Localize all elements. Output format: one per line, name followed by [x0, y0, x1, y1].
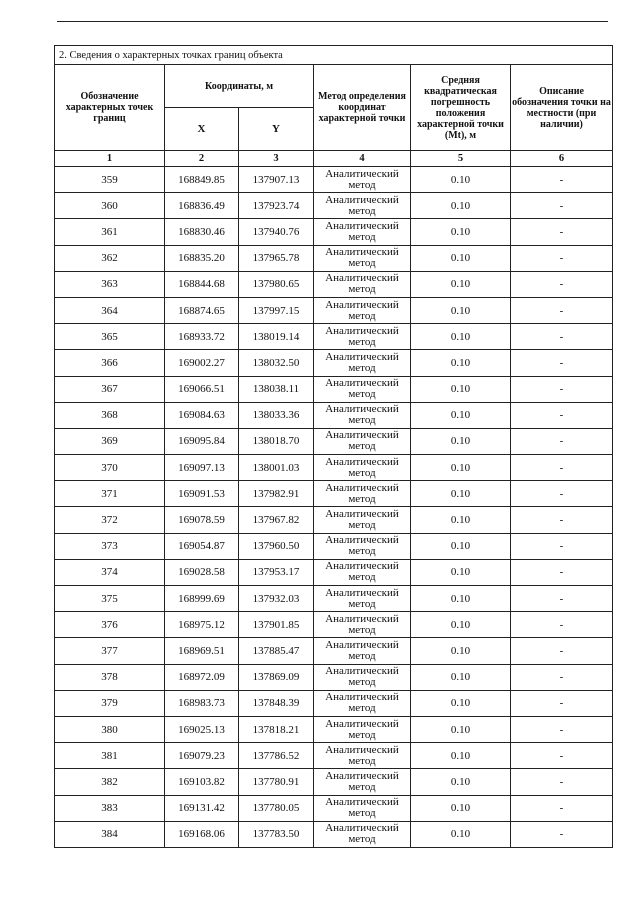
- method-cell: Аналитический метод: [314, 507, 411, 533]
- table-row: [55, 716, 613, 742]
- table-row: [55, 821, 613, 847]
- method-cell: Аналитический метод: [314, 324, 411, 350]
- table-row: [55, 219, 613, 245]
- y-coordinate-cell: 137980.65: [239, 271, 314, 297]
- x-coordinate-cell: 169025.13: [165, 716, 239, 742]
- x-coordinate-cell: 169168.06: [165, 821, 239, 847]
- top-rule: [57, 21, 608, 22]
- description-cell: -: [511, 638, 613, 664]
- description-cell: -: [511, 821, 613, 847]
- y-coordinate-cell: 138018.70: [239, 428, 314, 454]
- table-row: [55, 743, 613, 769]
- y-coordinate-cell: 137940.76: [239, 219, 314, 245]
- mean-error-cell: 0.10: [411, 769, 511, 795]
- y-coordinate-cell: 137965.78: [239, 245, 314, 271]
- x-coordinate-cell: 169079.23: [165, 743, 239, 769]
- description-cell: -: [511, 167, 613, 193]
- mean-error-cell: 0.10: [411, 507, 511, 533]
- description-cell: -: [511, 245, 613, 271]
- x-coordinate-cell: 169054.87: [165, 533, 239, 559]
- x-coordinate-cell: 168933.72: [165, 324, 239, 350]
- point-id-cell: 363: [55, 271, 165, 297]
- description-cell: -: [511, 743, 613, 769]
- table-row: [55, 586, 613, 612]
- y-coordinate-cell: 137901.85: [239, 612, 314, 638]
- y-coordinate-cell: 137967.82: [239, 507, 314, 533]
- table-row: [55, 690, 613, 716]
- y-coordinate-cell: 137932.03: [239, 586, 314, 612]
- method-cell: Аналитический метод: [314, 481, 411, 507]
- point-id-cell: 384: [55, 821, 165, 847]
- column-number: 6: [511, 151, 613, 167]
- y-coordinate-cell: 137953.17: [239, 559, 314, 585]
- description-cell: -: [511, 402, 613, 428]
- y-coordinate-cell: 137818.21: [239, 716, 314, 742]
- y-coordinate-cell: 137997.15: [239, 297, 314, 323]
- x-coordinate-cell: 168969.51: [165, 638, 239, 664]
- method-cell: Аналитический метод: [314, 219, 411, 245]
- point-id-cell: 381: [55, 743, 165, 769]
- x-coordinate-cell: 168836.49: [165, 193, 239, 219]
- method-cell: Аналитический метод: [314, 795, 411, 821]
- y-coordinate-cell: 137907.13: [239, 167, 314, 193]
- boundary-points-table: [54, 45, 613, 848]
- x-coordinate-cell: 169078.59: [165, 507, 239, 533]
- table-row: [55, 481, 613, 507]
- method-cell: Аналитический метод: [314, 821, 411, 847]
- table-row: [55, 297, 613, 323]
- table-row: [55, 193, 613, 219]
- x-coordinate-cell: 168975.12: [165, 612, 239, 638]
- header-y: Y: [239, 108, 314, 151]
- table-row: [55, 533, 613, 559]
- table-row: [55, 507, 613, 533]
- point-id-cell: 372: [55, 507, 165, 533]
- header-point-designation: Обозначение характерных точек границ: [55, 65, 165, 151]
- description-cell: -: [511, 428, 613, 454]
- x-coordinate-cell: 168849.85: [165, 167, 239, 193]
- table-row: [55, 271, 613, 297]
- description-cell: -: [511, 690, 613, 716]
- method-cell: Аналитический метод: [314, 664, 411, 690]
- table-row: [55, 455, 613, 481]
- description-cell: -: [511, 193, 613, 219]
- mean-error-cell: 0.10: [411, 664, 511, 690]
- mean-error-cell: 0.10: [411, 690, 511, 716]
- header-method: Метод определения координат характерной точки: [314, 65, 411, 151]
- table-row: [55, 664, 613, 690]
- header-x: X: [165, 108, 239, 151]
- description-cell: -: [511, 455, 613, 481]
- x-coordinate-cell: 169131.42: [165, 795, 239, 821]
- point-id-cell: 383: [55, 795, 165, 821]
- method-cell: Аналитический метод: [314, 533, 411, 559]
- mean-error-cell: 0.10: [411, 271, 511, 297]
- x-coordinate-cell: 168999.69: [165, 586, 239, 612]
- method-cell: Аналитический метод: [314, 193, 411, 219]
- description-cell: -: [511, 559, 613, 585]
- point-id-cell: 377: [55, 638, 165, 664]
- column-number: 2: [165, 151, 239, 167]
- y-coordinate-cell: 138001.03: [239, 455, 314, 481]
- point-id-cell: 369: [55, 428, 165, 454]
- mean-error-cell: 0.10: [411, 324, 511, 350]
- mean-error-cell: 0.10: [411, 245, 511, 271]
- description-cell: -: [511, 376, 613, 402]
- method-cell: Аналитический метод: [314, 559, 411, 585]
- point-id-cell: 379: [55, 690, 165, 716]
- method-cell: Аналитический метод: [314, 167, 411, 193]
- method-cell: Аналитический метод: [314, 638, 411, 664]
- mean-error-cell: 0.10: [411, 612, 511, 638]
- point-id-cell: 373: [55, 533, 165, 559]
- column-number: 5: [411, 151, 511, 167]
- method-cell: Аналитический метод: [314, 350, 411, 376]
- x-coordinate-cell: 168972.09: [165, 664, 239, 690]
- x-coordinate-cell: 169028.58: [165, 559, 239, 585]
- y-coordinate-cell: 138033.36: [239, 402, 314, 428]
- mean-error-cell: 0.10: [411, 455, 511, 481]
- y-coordinate-cell: 137923.74: [239, 193, 314, 219]
- method-cell: Аналитический метод: [314, 455, 411, 481]
- description-cell: -: [511, 612, 613, 638]
- point-id-cell: 366: [55, 350, 165, 376]
- description-cell: -: [511, 795, 613, 821]
- point-id-cell: 360: [55, 193, 165, 219]
- mean-error-cell: 0.10: [411, 376, 511, 402]
- column-number: 3: [239, 151, 314, 167]
- table-row: [55, 324, 613, 350]
- mean-error-cell: 0.10: [411, 821, 511, 847]
- method-cell: Аналитический метод: [314, 428, 411, 454]
- mean-error-cell: 0.10: [411, 481, 511, 507]
- mean-error-cell: 0.10: [411, 743, 511, 769]
- point-id-cell: 367: [55, 376, 165, 402]
- description-cell: -: [511, 297, 613, 323]
- column-number: 4: [314, 151, 411, 167]
- description-cell: -: [511, 350, 613, 376]
- mean-error-cell: 0.10: [411, 795, 511, 821]
- y-coordinate-cell: 137780.05: [239, 795, 314, 821]
- table-caption: 2. Сведения о характерных точках границ объекта: [55, 46, 613, 65]
- y-coordinate-cell: 137848.39: [239, 690, 314, 716]
- mean-error-cell: 0.10: [411, 219, 511, 245]
- point-id-cell: 374: [55, 559, 165, 585]
- x-coordinate-cell: 168835.20: [165, 245, 239, 271]
- table-row: [55, 559, 613, 585]
- point-id-cell: 362: [55, 245, 165, 271]
- point-id-cell: 361: [55, 219, 165, 245]
- description-cell: -: [511, 533, 613, 559]
- y-coordinate-cell: 138032.50: [239, 350, 314, 376]
- mean-error-cell: 0.10: [411, 350, 511, 376]
- y-coordinate-cell: 137885.47: [239, 638, 314, 664]
- mean-error-cell: 0.10: [411, 167, 511, 193]
- point-id-cell: 380: [55, 716, 165, 742]
- x-coordinate-cell: 168874.65: [165, 297, 239, 323]
- point-id-cell: 371: [55, 481, 165, 507]
- mean-error-cell: 0.10: [411, 533, 511, 559]
- y-coordinate-cell: 137960.50: [239, 533, 314, 559]
- header-description: Описание обозначения точки на местности (при наличии): [511, 65, 613, 151]
- point-id-cell: 365: [55, 324, 165, 350]
- mean-error-cell: 0.10: [411, 297, 511, 323]
- table-row: [55, 376, 613, 402]
- table-row: [55, 167, 613, 193]
- point-id-cell: 370: [55, 455, 165, 481]
- method-cell: Аналитический метод: [314, 376, 411, 402]
- table-row: [55, 795, 613, 821]
- method-cell: Аналитический метод: [314, 586, 411, 612]
- header-mean-error: Средняя квадратическая погрешность положения характерной точки (Mt), м: [411, 65, 511, 151]
- description-cell: -: [511, 481, 613, 507]
- y-coordinate-cell: 137780.91: [239, 769, 314, 795]
- description-cell: -: [511, 219, 613, 245]
- description-cell: -: [511, 769, 613, 795]
- x-coordinate-cell: 169091.53: [165, 481, 239, 507]
- method-cell: Аналитический метод: [314, 690, 411, 716]
- point-id-cell: 359: [55, 167, 165, 193]
- x-coordinate-cell: 169084.63: [165, 402, 239, 428]
- x-coordinate-cell: 169002.27: [165, 350, 239, 376]
- x-coordinate-cell: 169066.51: [165, 376, 239, 402]
- description-cell: -: [511, 716, 613, 742]
- x-coordinate-cell: 169097.13: [165, 455, 239, 481]
- method-cell: Аналитический метод: [314, 612, 411, 638]
- y-coordinate-cell: 137982.91: [239, 481, 314, 507]
- method-cell: Аналитический метод: [314, 402, 411, 428]
- mean-error-cell: 0.10: [411, 638, 511, 664]
- y-coordinate-cell: 137869.09: [239, 664, 314, 690]
- mean-error-cell: 0.10: [411, 559, 511, 585]
- mean-error-cell: 0.10: [411, 716, 511, 742]
- mean-error-cell: 0.10: [411, 586, 511, 612]
- table-row: [55, 402, 613, 428]
- point-id-cell: 382: [55, 769, 165, 795]
- x-coordinate-cell: 169103.82: [165, 769, 239, 795]
- mean-error-cell: 0.10: [411, 193, 511, 219]
- y-coordinate-cell: 138038.11: [239, 376, 314, 402]
- table-row: [55, 612, 613, 638]
- method-cell: Аналитический метод: [314, 271, 411, 297]
- x-coordinate-cell: 168844.68: [165, 271, 239, 297]
- y-coordinate-cell: 137786.52: [239, 743, 314, 769]
- point-id-cell: 368: [55, 402, 165, 428]
- header-coordinates: Координаты, м: [165, 65, 314, 108]
- method-cell: Аналитический метод: [314, 769, 411, 795]
- table-row: [55, 245, 613, 271]
- table-row: [55, 769, 613, 795]
- method-cell: Аналитический метод: [314, 297, 411, 323]
- method-cell: Аналитический метод: [314, 743, 411, 769]
- method-cell: Аналитический метод: [314, 716, 411, 742]
- mean-error-cell: 0.10: [411, 402, 511, 428]
- column-numbers-row: [55, 151, 613, 167]
- description-cell: -: [511, 507, 613, 533]
- point-id-cell: 364: [55, 297, 165, 323]
- column-number: 1: [55, 151, 165, 167]
- y-coordinate-cell: 137783.50: [239, 821, 314, 847]
- method-cell: Аналитический метод: [314, 245, 411, 271]
- point-id-cell: 378: [55, 664, 165, 690]
- description-cell: -: [511, 271, 613, 297]
- x-coordinate-cell: 168983.73: [165, 690, 239, 716]
- point-id-cell: 376: [55, 612, 165, 638]
- mean-error-cell: 0.10: [411, 428, 511, 454]
- table-row: [55, 350, 613, 376]
- description-cell: -: [511, 664, 613, 690]
- y-coordinate-cell: 138019.14: [239, 324, 314, 350]
- table-row: [55, 638, 613, 664]
- description-cell: -: [511, 324, 613, 350]
- table-row: [55, 428, 613, 454]
- x-coordinate-cell: 168830.46: [165, 219, 239, 245]
- point-id-cell: 375: [55, 586, 165, 612]
- x-coordinate-cell: 169095.84: [165, 428, 239, 454]
- description-cell: -: [511, 586, 613, 612]
